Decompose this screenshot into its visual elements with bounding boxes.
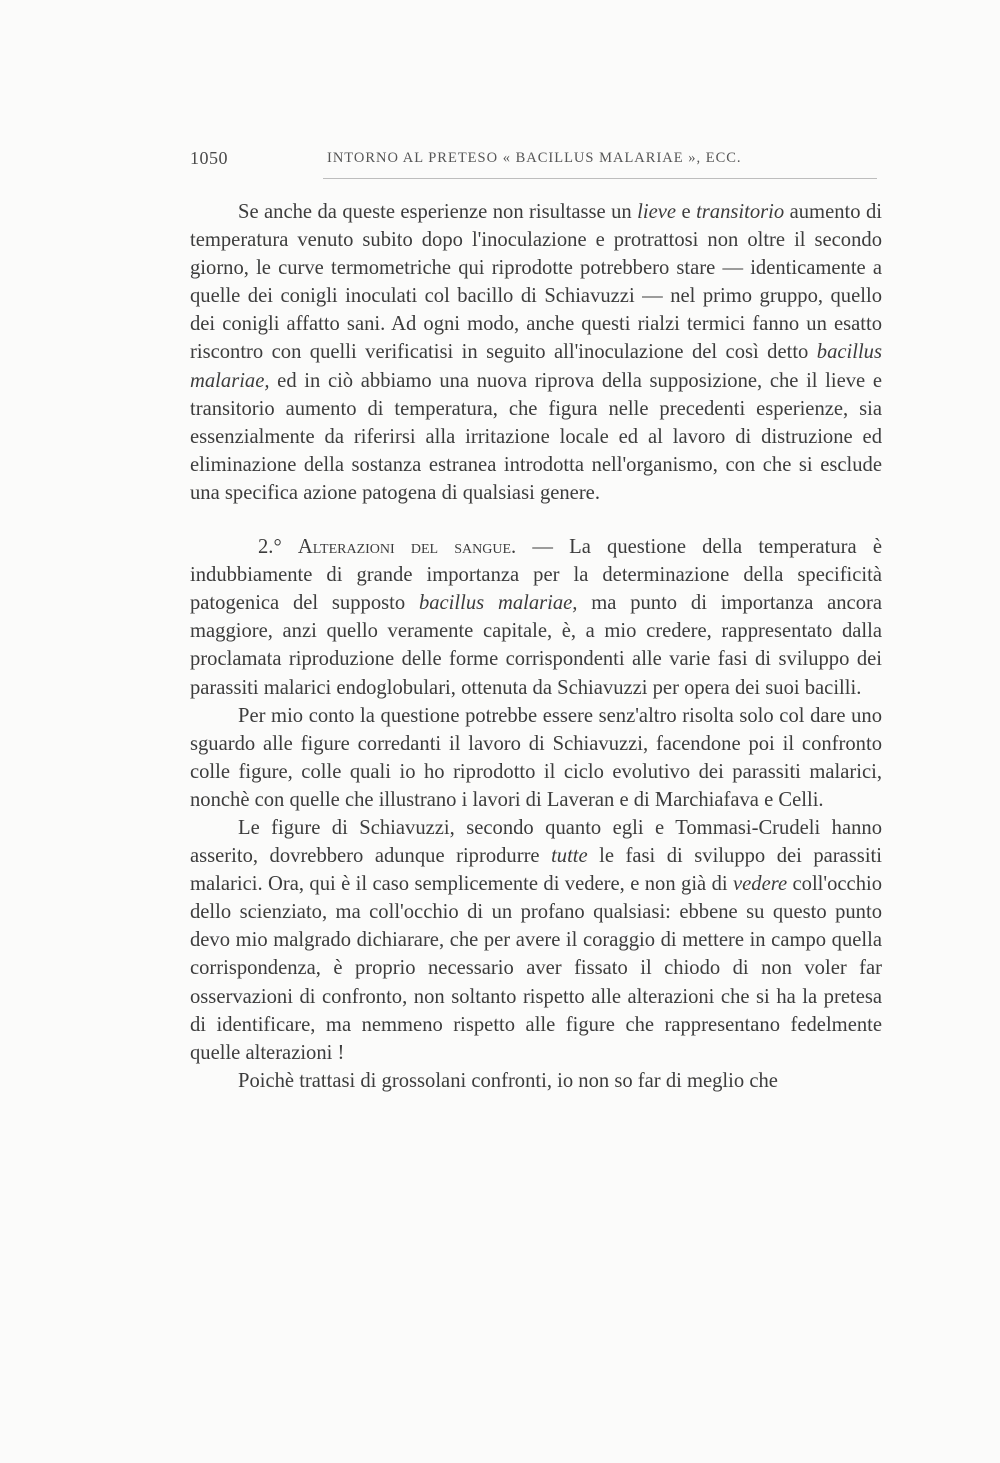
italic-term: vedere [733,873,788,896]
running-title: INTORNO AL PRETESO « BACILLUS MALARIAE », ECC. [327,150,742,166]
body-text [190,198,882,1095]
paragraph-last-line: Poichè trattasi di grossolani confronti, io non so far di meglio che [238,1069,778,1092]
text-run: le fasi di sviluppo dei parassiti malarici. Ora, qui è il caso semplicemente di vedere, e non già di [190,845,882,896]
paragraph-figures-comparison: Per mio conto la questione potrebbe essere senz'altro risolta solo col dare uno sguardo alle figure corredanti il lavoro di Schiavuzzi, facendone poi il confronto colle figure, colle quali io ho riprodotto il ciclo evolutivo dei parassiti malarici, nonchè con quelle che illustrano i lavori di Laveran e di Marchiafava e Celli. [190,704,882,811]
section-heading: Alterazioni del sangue. [297,536,517,559]
italic-term: transitorio [696,201,785,223]
text-run: — La questione della temperatura è indubbiamente di grande importanza per la determinazione della specificità patogenica del supposto [190,536,882,615]
paragraph-section-2 [190,533,882,702]
text-run: aumento di temperatura venuto subito dopo l'inoculazione e protrattosi non oltre il secondo giorno, le curve termometriche qui riprodotte potrebbero stare — identicamente a quelle dei conigli inoculati col bacillo di Schiavuzzi — nel primo gruppo, quello dei conigli affatto sani. Ad ogni modo, anche questi rialzi termici fanno un esatto riscontro con quelli verificatisi in seguito all'inoculazione del così detto [190,201,882,364]
header-rule [323,178,877,179]
page-number: 1050 [190,148,228,168]
paragraph-temperature [190,198,882,507]
text-run: ma punto di importanza ancora maggiore, anzi quello veramente capitale, è, a mio credere, rappresentato dalla proclamata riproduzione delle forme corrispondenti alle varie fasi di sviluppo dei parassiti malarici endoglobulari, ottenuta da Schiavuzzi per opera dei suoi bacilli. [190,592,882,699]
text-run: Se anche da queste esperienze non risultasse un [238,201,638,223]
italic-term: bacillus malariae, [190,341,882,392]
section-number: 2.° [258,536,298,559]
running-header [190,148,880,178]
text-run: coll'occhio dello scienziato, ma coll'occhio di un profano qualsiasi: ebbene su questo punto devo mio malgrado dichiarare, che per avere il coraggio di mettere in campo quella corrispondenza, è proprio necessario aver fissato il chiodo di non voler far osservazioni di confronto, non soltanto rispetto alle alterazioni che si ha la pretesa di identificare, ma nemmeno rispetto alle figure che rappresentano fedelmente quelle alterazioni ! [190,873,883,1064]
text-run: e [676,201,697,223]
italic-term: bacillus malariae, [418,592,578,615]
paragraph-schiavuzzi-figures [190,814,882,1067]
text-run: ed in ciò abbiamo una nuova riprova della supposizione, che il lieve e transitorio aumento di temperatura, che figura nelle precedenti esperienze, sia essenzialmente da riferirsi alla irritazione locale ed al lavoro di distruzione ed eliminazione della sostanza estranea introdotta nell'organismo, con che si esclude una specifica azione patogena di qualsiasi genere. [190,369,882,504]
text-run: Le figure di Schiavuzzi, secondo quanto egli e Tommasi-Crudeli hanno asserito, dovrebbero adunque riprodurre [190,816,882,868]
italic-term: tutte [551,845,588,868]
italic-term: lieve [637,201,677,223]
